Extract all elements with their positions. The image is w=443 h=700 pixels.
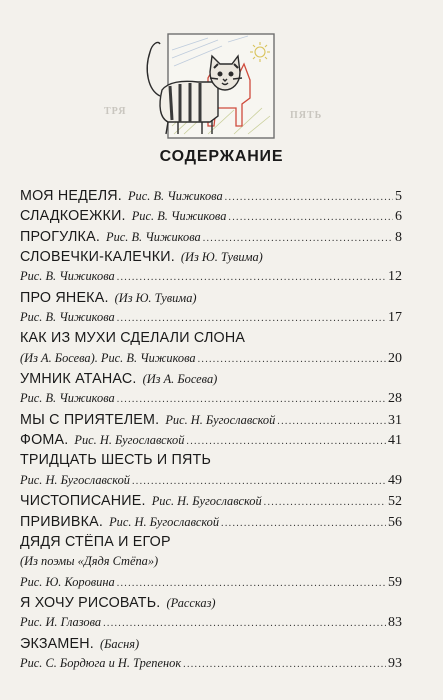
toc-entry-credit: Рис. В. Чижикова bbox=[20, 391, 115, 406]
toc-entry bbox=[20, 595, 402, 615]
toc-page-number: 28 bbox=[388, 391, 402, 407]
toc-entry bbox=[20, 351, 402, 371]
toc-entry bbox=[20, 473, 402, 493]
toc-entry-credit: Рис. В. Чижикова bbox=[20, 310, 115, 325]
toc-page-number: 12 bbox=[388, 269, 402, 285]
toc-entry-credit: Рис. С. Бордюга и Н. Трепенок bbox=[20, 655, 182, 670]
toc-entry bbox=[20, 575, 402, 595]
toc-entry-title: ФОМА. bbox=[20, 432, 69, 449]
dot-leader bbox=[221, 518, 386, 529]
toc-entry-title: КАК ИЗ МУХИ СДЕЛАЛИ СЛОНА bbox=[20, 330, 246, 347]
toc-entry bbox=[20, 249, 402, 269]
dot-leader bbox=[277, 416, 386, 427]
toc-entry bbox=[20, 269, 402, 289]
toc-page-number: 52 bbox=[388, 494, 402, 510]
dot-leader bbox=[117, 313, 386, 324]
dot-leader bbox=[264, 497, 386, 508]
toc-page-number: 93 bbox=[388, 655, 402, 671]
toc-entry bbox=[20, 493, 402, 513]
toc-entry bbox=[20, 208, 402, 228]
toc-entry-title: УМНИК АТАНАС. bbox=[20, 371, 137, 388]
toc-entry bbox=[20, 391, 402, 411]
toc-entry bbox=[20, 615, 402, 635]
toc-entry-title: ТРИДЦАТЬ ШЕСТЬ И ПЯТЬ bbox=[20, 452, 212, 469]
toc-entry-title: ДЯДЯ СТЁПА И ЕГОР bbox=[20, 533, 171, 550]
dot-leader bbox=[203, 233, 393, 244]
toc-entry-credit: Рис. И. Глазова bbox=[20, 615, 102, 630]
toc-entry bbox=[20, 636, 402, 656]
toc-entry bbox=[20, 371, 402, 391]
dot-leader bbox=[117, 394, 386, 405]
toc-entry bbox=[20, 229, 402, 249]
toc-entry-credit: (Из поэмы «Дядя Стёпа») bbox=[20, 554, 159, 569]
dot-leader bbox=[103, 618, 386, 629]
toc-entry-title: СЛОВЕЧКИ-КАЛЕЧКИ. bbox=[20, 249, 175, 266]
toc-entry bbox=[20, 452, 402, 472]
toc-page-number: 17 bbox=[388, 310, 402, 326]
toc-entry-credit: Рис. В. Чижикова bbox=[20, 269, 115, 284]
toc-entry-title: ПРОГУЛКА. bbox=[20, 228, 100, 245]
toc-page-number: 31 bbox=[388, 412, 402, 428]
toc-entry bbox=[20, 330, 402, 350]
dot-leader bbox=[117, 578, 386, 589]
toc-page-number: 5 bbox=[395, 189, 402, 204]
toc-page-number: 41 bbox=[388, 433, 402, 449]
toc-page-number: 20 bbox=[388, 350, 402, 366]
toc-entry-title: МОЯ НЕДЕЛЯ. bbox=[20, 188, 122, 204]
toc-page-number: 59 bbox=[388, 574, 402, 590]
toc-entry-credit: (Из А. Босева) bbox=[142, 372, 218, 387]
toc-entry bbox=[20, 188, 402, 208]
show-through-text: ТРЯ bbox=[104, 106, 127, 117]
toc-entry-credit: (Из Ю. Тувима) bbox=[180, 250, 263, 265]
toc-entry bbox=[20, 554, 402, 574]
dot-leader bbox=[186, 436, 386, 447]
toc-entry bbox=[20, 432, 402, 452]
show-through-text: ПЯТЬ bbox=[290, 110, 323, 121]
dot-leader bbox=[132, 476, 386, 487]
toc-page-number: 83 bbox=[388, 615, 402, 631]
toc-entry-credit: (Басня) bbox=[99, 636, 140, 651]
toc-entry-credit: Рис. В. Чижикова bbox=[127, 189, 223, 203]
toc-page-number: 6 bbox=[395, 209, 402, 225]
toc-entry-title: МЫ С ПРИЯТЕЛЕМ. bbox=[20, 411, 160, 428]
cat-drawing-illustration bbox=[138, 30, 280, 142]
toc-entry-title: ЭКЗАМЕН. bbox=[20, 635, 94, 652]
toc-entry-title: СЛАДКОЕЖКИ. bbox=[20, 208, 126, 225]
toc-entry-credit: Рис. Н. Бугославской bbox=[20, 472, 130, 487]
contents-heading: СОДЕРЖАНИЕ bbox=[159, 148, 284, 165]
toc-page-number: 8 bbox=[395, 229, 402, 245]
toc-entry bbox=[20, 310, 402, 330]
dot-leader bbox=[183, 659, 386, 670]
toc-entry-title: ПРИВИВКА. bbox=[20, 513, 104, 530]
toc-entry-title: Я ХОЧУ РИСОВАТЬ. bbox=[20, 594, 161, 611]
toc-entry bbox=[20, 534, 402, 554]
toc-page-number: 49 bbox=[388, 472, 402, 488]
toc-entry-credit: Рис. Ю. Коровина bbox=[20, 574, 115, 589]
toc-entry bbox=[20, 514, 402, 534]
dot-leader bbox=[228, 212, 393, 223]
toc-page-number: 56 bbox=[388, 514, 402, 530]
table-of-contents bbox=[20, 188, 402, 676]
toc-entry-credit: (Из Ю. Тувима) bbox=[114, 290, 197, 305]
toc-entry-credit: Рис. Н. Бугославской bbox=[165, 412, 276, 427]
dot-leader bbox=[225, 192, 393, 203]
toc-entry-credit: Рис. В. Чижикова bbox=[106, 229, 201, 244]
toc-entry bbox=[20, 412, 402, 432]
toc-entry-credit: Рис. Н. Бугославской bbox=[74, 433, 185, 448]
toc-entry bbox=[20, 290, 402, 310]
toc-entry bbox=[20, 656, 402, 676]
toc-entry-credit: (Рассказ) bbox=[166, 595, 216, 610]
toc-entry-title: ПРО ЯНЕКА. bbox=[20, 289, 109, 306]
toc-entry-title: ЧИСТОПИСАНИЕ. bbox=[20, 493, 146, 510]
dot-leader bbox=[117, 272, 386, 283]
dot-leader bbox=[198, 354, 386, 365]
toc-entry-credit: Рис. Н. Бугославской bbox=[109, 514, 220, 529]
toc-entry-credit: Рис. В. Чижикова bbox=[131, 209, 227, 224]
toc-entry-credit: Рис. Н. Бугославской bbox=[151, 494, 262, 509]
toc-entry-credit: (Из А. Босева). Рис. В. Чижикова bbox=[20, 350, 196, 365]
